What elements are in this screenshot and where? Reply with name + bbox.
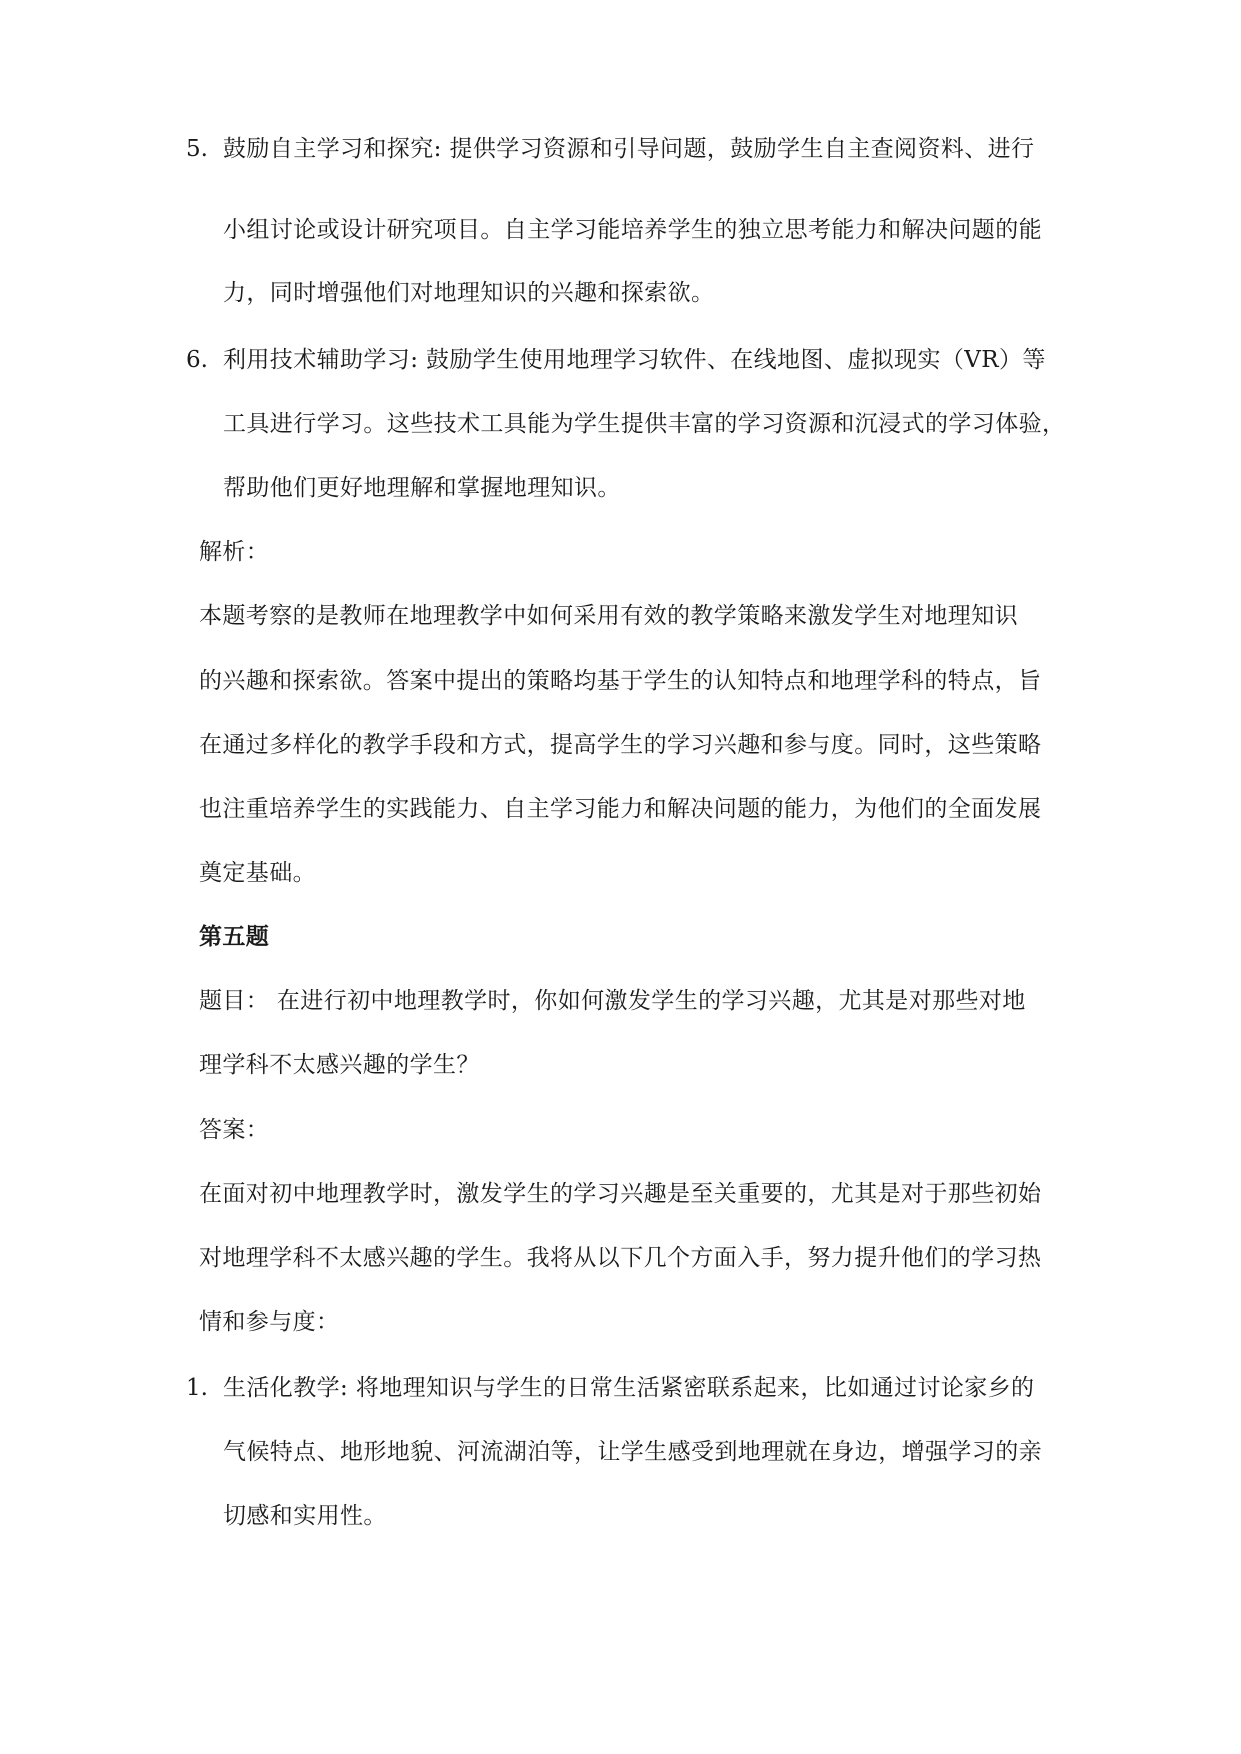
list-item-text-line: 气候特点、地形地貌、河流湖泊等，让学生感受到地理就在身边，增强学习的亲: [223, 1439, 1042, 1465]
question-heading: 第五题: [199, 923, 270, 950]
list-item-text-line: 工具进行学习。这些技术工具能为学生提供丰富的学习资源和沉浸式的学习体验，: [223, 411, 1066, 437]
analysis-label: 解析：: [199, 539, 270, 565]
list-item-text-line: 帮助他们更好地理解和掌握地理知识。: [223, 475, 621, 501]
analysis-text-line: 也注重培养学生的实践能力、自主学习能力和解决问题的能力，为他们的全面发展: [199, 796, 1042, 822]
list-number: 6.: [186, 347, 208, 373]
list-item-text-line: 利用技术辅助学习: 鼓励学生使用地理学习软件、在线地图、虚拟现实（VR）等: [223, 347, 1046, 373]
list-item-text-line: 生活化教学: 将地理知识与学生的日常生活紧密联系起来，比如通过讨论家乡的: [223, 1375, 1035, 1401]
analysis-text-line: 本题考察的是教师在地理教学中如何采用有效的教学策略来激发学生对地理知识: [199, 603, 1018, 629]
question-prompt-line: 理学科不太感兴趣的学生？: [199, 1052, 480, 1078]
analysis-text-line: 的兴趣和探索欲。答案中提出的策略均基于学生的认知特点和地理学科的特点，旨: [199, 668, 1042, 694]
analysis-text-line: 奠定基础。: [199, 860, 316, 886]
list-item-text-line: 力，同时增强他们对地理知识的兴趣和探索欲。: [223, 280, 715, 306]
question-prompt-line: 题目： 在进行初中地理教学时，你如何激发学生的学习兴趣，尤其是对那些对地: [199, 988, 1026, 1014]
answer-text-line: 情和参与度：: [199, 1309, 340, 1335]
list-item-text-line: 小组讨论或设计研究项目。自主学习能培养学生的独立思考能力和解决问题的能: [223, 217, 1042, 243]
list-number: 5.: [186, 136, 208, 162]
answer-text-line: 在面对初中地理教学时，激发学生的学习兴趣是至关重要的，尤其是对于那些初始: [199, 1181, 1042, 1207]
answer-label: 答案：: [199, 1117, 270, 1143]
analysis-text-line: 在通过多样化的教学手段和方式，提高学生的学习兴趣和参与度。同时，这些策略: [199, 732, 1042, 758]
list-item-text-line: 切感和实用性。: [223, 1503, 387, 1529]
answer-text-line: 对地理学科不太感兴趣的学生。我将从以下几个方面入手，努力提升他们的学习热: [199, 1245, 1042, 1271]
list-item-text-line: 鼓励自主学习和探究: 提供学习资源和引导问题，鼓励学生自主查阅资料、进行: [223, 136, 1035, 162]
list-number: 1.: [186, 1375, 208, 1401]
